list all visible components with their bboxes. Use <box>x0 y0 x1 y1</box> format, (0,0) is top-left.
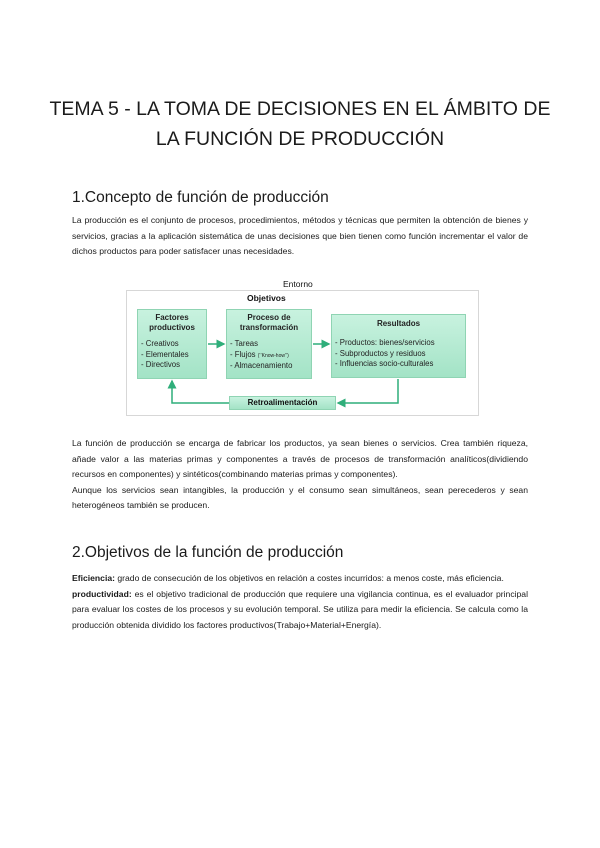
resultados-item: - Productos: bienes/servicios <box>335 338 435 347</box>
diagram-entorno-label: Entorno <box>283 279 313 289</box>
arrow-retro-factores <box>172 381 229 403</box>
title-line-1: TEMA 5 - LA TOMA DE DECISIONES EN EL ÁMBITO DE <box>49 98 551 120</box>
eficiencia-label: Eficiencia: <box>72 573 115 583</box>
diagram-objetivos-label: Objetivos <box>247 293 286 303</box>
factores-item: - Directivos <box>141 360 180 369</box>
eficiencia-paragraph <box>72 571 528 587</box>
section-2-heading: 2.Objetivos de la función de producción <box>72 544 344 561</box>
eficiencia-text: grado de consecución de los objetivos en relación a costes incurridos: a menos coste, más eficiencia. <box>115 573 504 583</box>
resultados-title: Resultados <box>376 319 421 328</box>
proceso-item: - Tareas <box>230 339 259 348</box>
resultados-item: - Influencias socio-culturales <box>335 359 434 368</box>
section-2-body <box>72 571 528 633</box>
section-1-heading: 1.Concepto de función de producción <box>72 189 329 206</box>
proceso-title: Proceso de transformación <box>239 313 299 332</box>
productividad-label: productividad: <box>72 588 132 599</box>
resultados-item: - Subproductos y residuos <box>335 348 426 358</box>
intro-paragraph: La producción es el conjunto de procesos, procedimientos, métodos y técnicas que permiten la obtención de bienes y servicios, gracias a la aplicación sistemática de unas decisiones que bien tienen como función incrementar el valor de dichos productos para poder satisfacer unas necesidades. <box>72 215 528 257</box>
proceso-item: - Almacenamiento <box>230 361 293 370</box>
section-1-body <box>72 436 528 514</box>
productividad-text: es el objetivo tradicional de producción que requiere una vigilancia continua, es el evaluador principal para evaluar los costes de los procesos y su evolución temporal. Se utiliza para medir la eficiencia. Se calcula como la producción obtenida dividido los factores productivos(Trabajo+Material+Energía). <box>72 588 528 630</box>
paragraph-3: Aunque los servicios sean intangibles, la producción y el consumo sean simultáneos, sean perecederos y sean heterogéneos también se producen. <box>72 484 528 511</box>
title-line-2: LA FUNCIÓN DE PRODUCCIÓN <box>155 128 445 150</box>
factores-item: - Elementales <box>141 349 189 359</box>
arrow-resultados-retro <box>338 379 398 403</box>
factores-item: - Creativos <box>141 339 179 348</box>
paragraph-2: La función de producción se encarga de fabricar los productos, ya sean bienes o servicios. Crea también riqueza, añade valor a las materias primas y componentes a través de procesos de transformación analíticos(dividiendo recursos en componentes) y sintéticos(combinando materias primas y componentes). <box>72 438 528 480</box>
productividad-paragraph <box>72 587 528 634</box>
factores-title: Factores productivos <box>149 313 195 332</box>
proceso-item-flujos: - Flujos <box>230 349 256 359</box>
flujos-note: (‘’Know-how’’) <box>257 352 289 359</box>
retroalimentacion-box: Retroalimentación <box>229 396 336 410</box>
